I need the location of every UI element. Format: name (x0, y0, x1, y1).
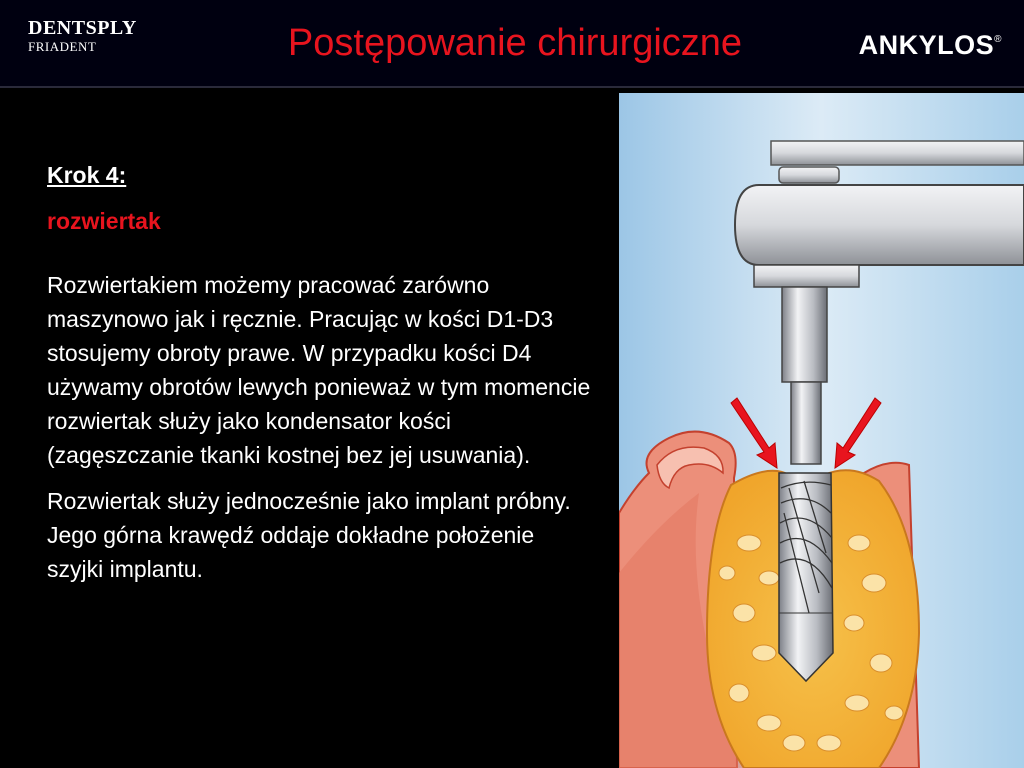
ankylos-text: ANKYLOS (858, 30, 995, 60)
slide-title: Postępowanie chirurgiczne (287, 22, 743, 64)
logo-line1: DENTSPLY (28, 17, 137, 39)
paragraph-1: Rozwiertakiem możemy pracować zarówno maszynowo jak i ręcznie. Pracując w kości D1-D3 stosujemy obroty prawe. W przypadku kości D4 używamy obrotów lewych ponieważ w tym momencie rozwiertak służy jako kondensator kości (zagęszczanie tkanki kostnej bez jej usuwania). (47, 272, 591, 468)
dentsply-friadent-logo (28, 17, 137, 56)
ankylos-logo (859, 30, 1002, 61)
logo-line2: FRIADENT (28, 39, 97, 54)
header-bar (0, 0, 1024, 88)
step-heading: Krok 4: (47, 162, 127, 188)
reamer-illustration (619, 93, 1024, 768)
slide-text (47, 158, 592, 586)
paragraph-2: Rozwiertak służy jednocześnie jako implant próbny. Jego górna krawędź oddaje dokładne położenie szyjki implantu. (47, 488, 571, 582)
step-subtitle: rozwiertak (47, 208, 161, 234)
registered-mark: ® (994, 34, 1002, 45)
